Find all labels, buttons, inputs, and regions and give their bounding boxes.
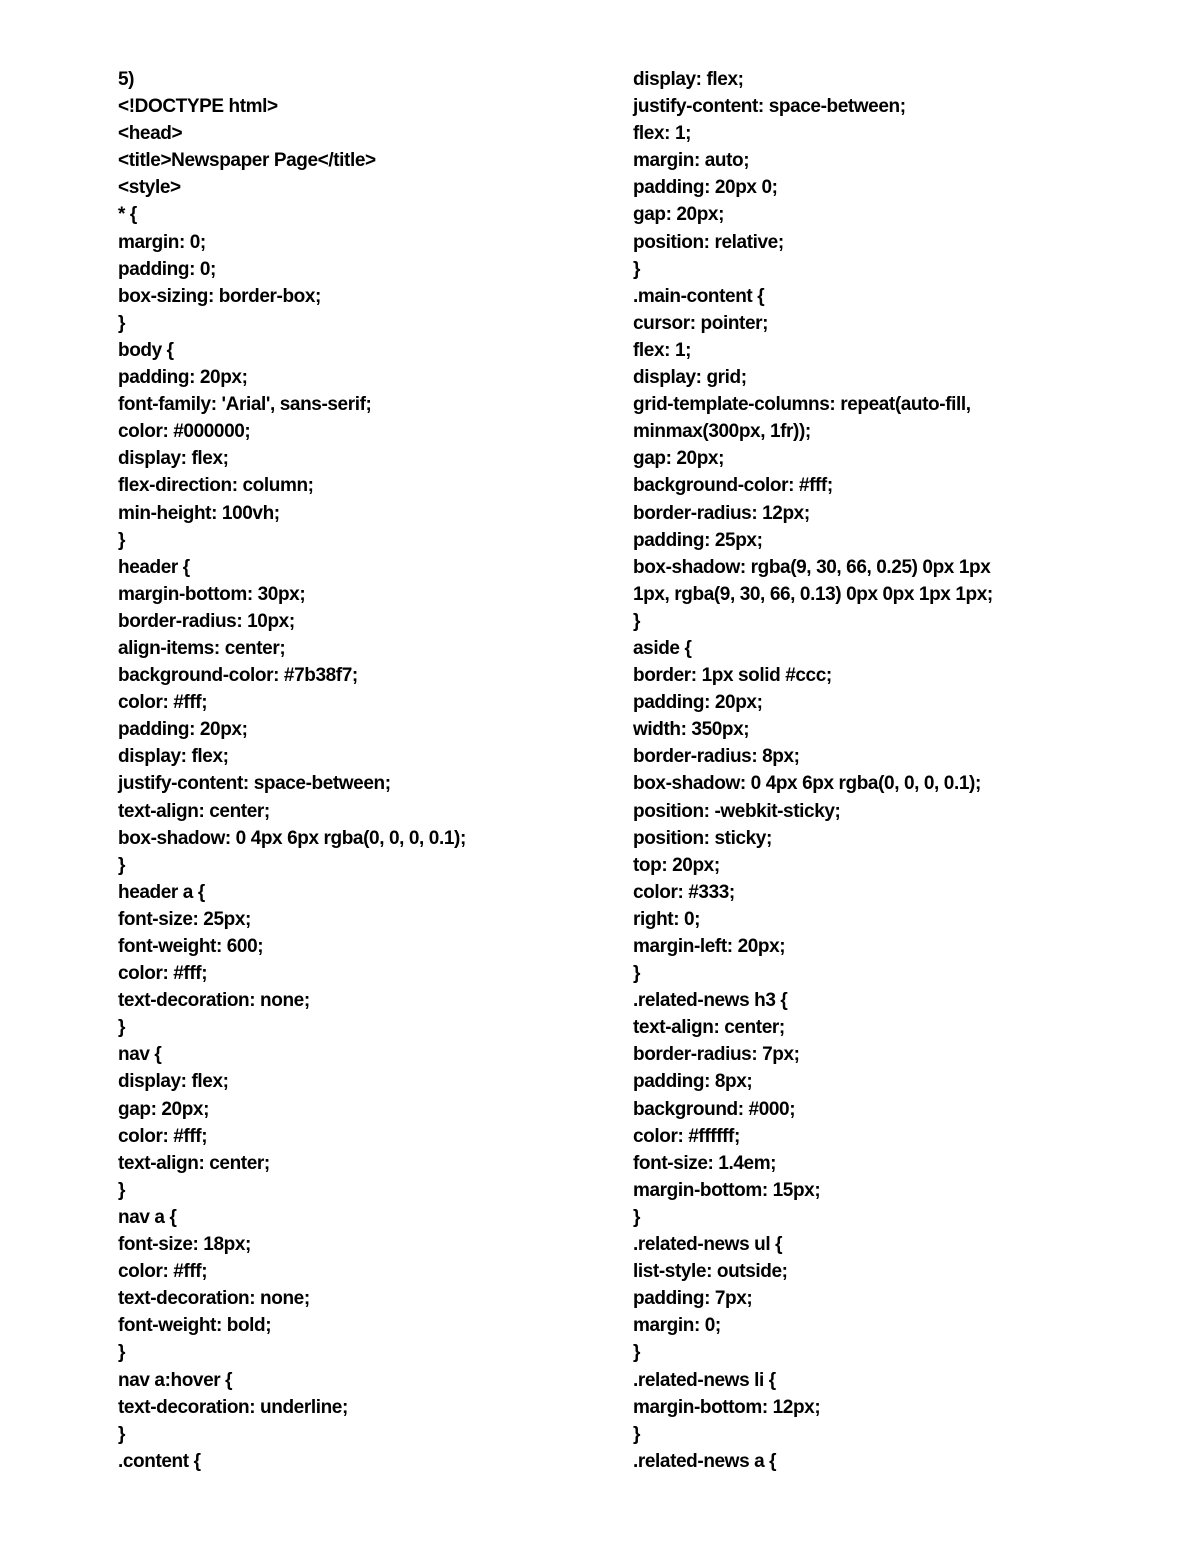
code-line: nav a { — [118, 1206, 177, 1228]
code-line: margin-bottom: 15px; — [633, 1179, 821, 1201]
code-line: } — [633, 963, 640, 985]
code-line: background-color: #7b38f7; — [118, 665, 358, 687]
code-line: } — [633, 1206, 640, 1228]
code-line: flex: 1; — [633, 123, 692, 145]
code-line: margin-bottom: 30px; — [118, 583, 306, 605]
code-line: box-shadow: 0 4px 6px rgba(0, 0, 0, 0.1); — [633, 773, 981, 795]
code-line: flex: 1; — [633, 339, 692, 361]
code-line: border: 1px solid #ccc; — [633, 665, 832, 687]
code-line: width: 350px; — [633, 719, 750, 741]
code-line: margin: 0; — [118, 231, 206, 253]
code-line: font-weight: 600; — [118, 936, 264, 957]
code-line: } — [118, 1017, 125, 1039]
code-line: font-size: 1.4em; — [633, 1152, 777, 1174]
code-line: nav { — [118, 1044, 162, 1066]
code-line: color: #fff; — [118, 692, 208, 714]
code-line: padding: 20px 0; — [633, 177, 778, 199]
code-line: padding: 20px; — [118, 367, 248, 389]
code-line: } — [118, 1423, 125, 1445]
code-line: padding: 20px; — [118, 719, 248, 741]
code-line: box-sizing: border-box; — [118, 285, 321, 307]
code-line: font-weight: bold; — [118, 1315, 272, 1337]
code-line: .related-news li { — [633, 1369, 776, 1391]
code-line: text-align: center; — [118, 800, 270, 822]
code-line: <head> — [118, 123, 183, 145]
code-line: display: flex; — [118, 746, 229, 768]
code-line: border-radius: 10px; — [118, 610, 295, 632]
code-line: } — [633, 1423, 640, 1445]
code-line: * { — [118, 204, 137, 226]
code-line: body { — [118, 339, 174, 361]
code-line: top: 20px; — [633, 854, 720, 876]
code-line: minmax(300px, 1fr)); — [633, 421, 811, 443]
code-line: .related-news a { — [633, 1450, 777, 1472]
code-line: box-shadow: 0 4px 6px rgba(0, 0, 0, 0.1); — [118, 827, 466, 849]
code-line: color: #ffffff; — [633, 1125, 740, 1147]
code-column-left — [118, 66, 588, 1475]
code-line: margin-bottom: 12px; — [633, 1396, 821, 1418]
code-line: } — [633, 1342, 640, 1364]
code-line: justify-content: space-between; — [633, 96, 906, 118]
code-line: 1px, rgba(9, 30, 66, 0.13) 0px 0px 1px 1px; — [633, 583, 993, 605]
code-line: border-radius: 12px; — [633, 502, 810, 524]
code-line: nav a:hover { — [118, 1369, 233, 1391]
code-line: padding: 25px; — [633, 529, 763, 551]
code-line: margin-left: 20px; — [633, 936, 786, 957]
code-line: align-items: center; — [118, 637, 286, 659]
code-line: .main-content { — [633, 285, 765, 307]
code-line: .related-news ul { — [633, 1234, 783, 1256]
code-line: display: grid; — [633, 367, 747, 389]
code-line: box-shadow: rgba(9, 30, 66, 0.25) 0px 1px — [633, 556, 991, 578]
code-line: grid-template-columns: repeat(auto-fill, — [633, 394, 971, 416]
code-line: <title>Newspaper Page</title> — [118, 150, 376, 172]
code-line: cursor: pointer; — [633, 312, 769, 334]
code-line: padding: 20px; — [633, 692, 763, 714]
code-line: list-style: outside; — [633, 1261, 788, 1283]
code-line: text-decoration: underline; — [118, 1396, 348, 1418]
code-line: background-color: #fff; — [633, 475, 833, 497]
code-line: gap: 20px; — [118, 1098, 210, 1120]
code-line: right: 0; — [633, 908, 701, 930]
code-line: display: flex; — [633, 69, 744, 90]
code-line: } — [633, 610, 640, 632]
code-line: color: #333; — [633, 881, 735, 903]
code-line: margin: 0; — [633, 1315, 721, 1337]
code-line: min-height: 100vh; — [118, 502, 280, 524]
code-line: justify-content: space-between; — [118, 773, 391, 795]
code-line: color: #000000; — [118, 421, 251, 443]
code-line: color: #fff; — [118, 1261, 208, 1283]
code-line: aside { — [633, 637, 692, 659]
code-line: } — [118, 854, 125, 876]
code-line: padding: 0; — [118, 258, 216, 280]
code-line: text-align: center; — [633, 1017, 785, 1039]
code-line: gap: 20px; — [633, 448, 725, 470]
code-line: border-radius: 8px; — [633, 746, 800, 768]
code-line: display: flex; — [118, 1071, 229, 1093]
code-line: .related-news h3 { — [633, 990, 788, 1012]
code-line: gap: 20px; — [633, 204, 725, 226]
code-line: font-size: 25px; — [118, 908, 251, 930]
code-line: <style> — [118, 177, 181, 199]
code-line: position: sticky; — [633, 827, 772, 849]
code-line: } — [118, 1342, 125, 1364]
code-line: flex-direction: column; — [118, 475, 314, 497]
code-line: text-decoration: none; — [118, 1288, 310, 1310]
code-line: position: -webkit-sticky; — [633, 800, 841, 822]
code-line: .content { — [118, 1450, 201, 1472]
code-line: font-size: 18px; — [118, 1234, 251, 1256]
code-line: } — [118, 529, 125, 551]
code-line: text-align: center; — [118, 1152, 270, 1174]
code-line: margin: auto; — [633, 150, 750, 172]
code-line: padding: 8px; — [633, 1071, 753, 1093]
code-line: position: relative; — [633, 231, 784, 253]
code-line: background: #000; — [633, 1098, 796, 1120]
code-line: display: flex; — [118, 448, 229, 470]
code-line: color: #fff; — [118, 963, 208, 985]
code-line: } — [118, 1179, 125, 1201]
code-line: padding: 7px; — [633, 1288, 753, 1310]
code-line: } — [118, 312, 125, 334]
code-line: <!DOCTYPE html> — [118, 96, 278, 118]
code-line: header { — [118, 556, 190, 578]
code-line: header a { — [118, 881, 205, 903]
code-line: font-family: 'Arial', sans-serif; — [118, 394, 372, 416]
code-line: border-radius: 7px; — [633, 1044, 800, 1066]
code-line: } — [633, 258, 640, 280]
code-line: 5) — [118, 69, 135, 90]
code-line: color: #fff; — [118, 1125, 208, 1147]
code-column-right — [633, 66, 1103, 1475]
code-line: text-decoration: none; — [118, 990, 310, 1012]
